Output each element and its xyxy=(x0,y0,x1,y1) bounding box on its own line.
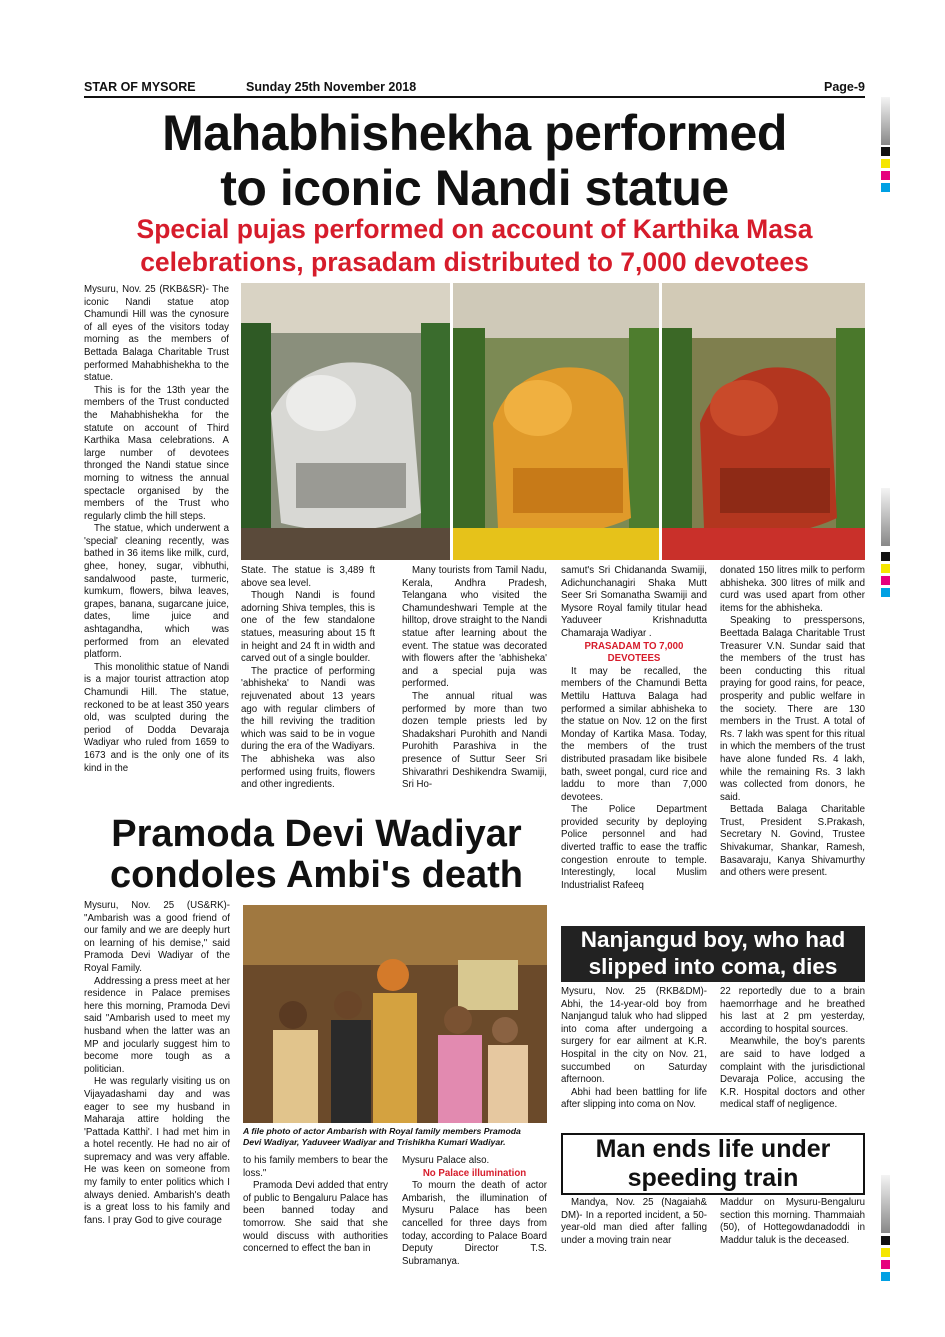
registration-color-marks-top xyxy=(881,147,890,195)
pramoda-column-1 xyxy=(84,900,230,1227)
registration-gray-bar-bottom xyxy=(881,1175,890,1233)
lead-col3-para-1: Many tourists from Tamil Nadu, Kerala, Andhra Pradesh, Telangana who visited the Chamundeshwari Temple at the hilltop, drove straight to the Nandi statue after learning about the event. The statue was decorated with flowers after the 'abhisheka' and a special puja was performed. xyxy=(402,565,547,690)
nandi-photo-white xyxy=(241,283,450,560)
nandi-photo-turmeric xyxy=(453,283,659,560)
lead-col1-para-4: This monolithic statue of Nandi is a major tourist attraction atop Chamundi Hill. The statue, reckoned to be at least 350 years old, was sculpted during the period of Dodda Devaraja Wadiyar who ruled from 1659 to 1673 and is the only one of its kind in the xyxy=(84,661,229,774)
lead-headline-line-2: to iconic Nandi statue xyxy=(220,160,729,216)
pramoda-headline-line-2: condoles Ambi's death xyxy=(109,854,524,896)
registration-color-marks-bottom xyxy=(881,1236,890,1284)
pramoda-col1-para-3: He was regularly visiting us on Vijayadashami day and was eager to see my husband in Maharaja attire holding the 'Pattada Katthi'. I had met him in a hotel recently. He had no air of supremacy and was very affable. He was keen on someone from my family to enter politics which I always denied. Ambarish's death is a great loss to his family and fans. I pray God to give courage xyxy=(84,1076,230,1226)
masthead-rule xyxy=(84,96,865,98)
lead-column-5 xyxy=(720,565,865,880)
issue-date: Sunday 25th November 2018 xyxy=(246,80,417,94)
lead-subhead-line-1: Special pujas performed on account of Karthika Masa xyxy=(136,214,813,244)
page-number: Page-9 xyxy=(824,80,865,94)
photo-caption-line-1: A file photo of actor Ambarish with Royal family members Pramoda xyxy=(243,1126,521,1136)
lead-headline-line-1: Mahabhishekha performed xyxy=(162,105,787,161)
lead-col3-para-2: The annual ritual was performed by more than two dozen temple priests led by Shadakshari Purohith and Nandi Purohith Parashiva in the presence of Suttur Seer Sri Shivarathri Deshikendra Swamiji, Sri Ho- xyxy=(402,690,547,791)
train-headline-line-1: Man ends life under xyxy=(595,1135,831,1163)
lead-column-1 xyxy=(84,284,229,775)
lead-col5-para-3: Bettada Balaga Charitable Trust, President S.Prakash, Secretary N. Govind, Trustee Shivakumar, Shankar, Ramesh, Basavaraju, Kanya Shivamurthy and others were present. xyxy=(720,804,865,879)
lead-col2-para-3: The practice of performing 'abhisheka' to Nandi was rejuvenated about 13 years ago with regular climbers of the hill reviving the tradition which was said to be in vogue during the era of the Wadiyars. The abhisheka was also performed using fruits, flowers and other ingredients. xyxy=(241,665,375,791)
nanjangud-col1-para-2: Abhi had been battling for life after slipping into coma on Nov. xyxy=(561,1086,707,1111)
train-headline-line-2: speeding train xyxy=(627,1164,799,1192)
lead-col4-para-2: It may be recalled, the members of the Chamundi Betta Mettilu Hattuva Balaga had performed a similar abhisheka to the statue on Nov. 12 on the first Monday of Kartika Masa. Today, the members of the trust distributed prasadam like bisibele bath, sweet pongal, curd rice and laddu to more than 7,000 devotees. xyxy=(561,665,707,803)
lead-col4-para-3: The Police Department provided security by deploying Police personnel and had diverted traffic to ease the traffic congestion enroute to temple. Interestingly, local Muslim Industrialist Rafeeq xyxy=(561,804,707,891)
lead-col4-para-1: samut's Sri Chidananda Swamiji, Adichunchanagiri Shaka Mutt Seer Sri Somanatha Swamiji and Mysore Royal family titular head Yaduveer Krishnadutta Chamaraja Wadiyar . xyxy=(561,565,707,639)
pramoda-col2-para-1: to his family members to bear the loss." xyxy=(243,1155,388,1179)
pramoda-headline-line-1: Pramoda Devi Wadiyar xyxy=(111,813,522,855)
lead-col1-para-1: Mysuru, Nov. 25 (RKB&SR)- The iconic Nandi statue atop Chamundi Hill was the cynosure of all eyes of the visitors today morning as the members of Bettada Balaga Charitable Trust performed Mahabhishekha to the statue. xyxy=(84,284,229,384)
nanjangud-col1-para-1: Mysuru, Nov. 25 (RKB&DM)- Abhi, the 14-year-old boy from Nanjangud taluk who had slipped into coma after undergoing a surgery for ear ailment at K.R. Hospital in the city on Nov. 21, succumbed on Saturday afternoon. xyxy=(561,986,707,1086)
lead-col2-para-2: Though Nandi is found adorning Shiva temples, this is one of the few standalone statues, measuring about 15 ft in height and 24 ft in width and carved out of a single boulder. xyxy=(241,590,375,665)
train-col2-para: Maddur on Mysuru-Bengaluru section this morning. Thammaiah (50), of Hottegowdanadoddi in Maddur taluk is the deceased. xyxy=(720,1197,865,1246)
train-column-1 xyxy=(561,1197,707,1247)
lead-column-3 xyxy=(402,565,547,792)
pramoda-col3-subhead: No Palace illumination xyxy=(422,1167,527,1179)
nanjangud-column-2 xyxy=(720,986,865,1112)
pramoda-col2-para-2: Pramoda Devi added that entry of public to Bengaluru Palace has been banned today and tomorrow. She said that she would discuss with authorities concerned to effect the ban in xyxy=(243,1180,388,1255)
registration-color-marks-mid xyxy=(881,552,890,600)
nanjangud-headline-line-1: Nanjangud boy, who had xyxy=(580,927,846,952)
lead-col1-para-3: The statue, which underwent a 'special' cleaning recently, was bathed in 36 items like milk, curd, ghee, honey, sugar, vibhuthi, sandalwood paste, turmeric, kumkum, flowers, bilwa leaves, grapes, banana, sugarcane juice, dates, lime juice and ashtagandha, which was performed from an elevated platform. xyxy=(84,523,229,661)
photo-caption-line-2: Devi Wadiyar, Yaduveer Wadiyar and Trishikha Kumari Wadiyar. xyxy=(243,1137,506,1147)
pramoda-column-2 xyxy=(243,1155,388,1256)
lead-col5-para-1: donated 150 litres milk to perform abhisheka. 300 litres of milk and curd was used apart from other items for the abhisheka. xyxy=(720,565,865,614)
lead-column-4 xyxy=(561,565,707,892)
pramoda-column-3 xyxy=(402,1155,547,1268)
pramoda-col1-para-2: Addressing a press meet at her residence in Palace premises here this morning, Pramoda Devi said "Ambarish used to meet my husband when the latter was an MP and jocularly suggest him to become more tough as a politician. xyxy=(84,975,230,1075)
train-col1-para: Mandya, Nov. 25 (Nagaiah& DM)- In a reported incident, a 50-year-old man died after falling under a moving train near xyxy=(561,1197,707,1246)
lead-col4-subhead-1: PRASADAM TO 7,000 xyxy=(584,640,684,652)
pramoda-col3-para-1: Mysuru Palace also. xyxy=(402,1155,490,1166)
pramoda-col1-para-1: Mysuru, Nov. 25 (US&RK)- "Ambarish was a good friend of our family and we are deeply hurt on learning of his demise," said Pramoda Devi Wadiyar of the Royal Family. xyxy=(84,900,230,974)
nanjangud-headline-box xyxy=(561,926,865,982)
lead-col4-subhead-2: DEVOTEES xyxy=(607,653,661,665)
registration-gray-bar-mid xyxy=(881,488,890,546)
registration-gray-bar-top xyxy=(881,97,890,145)
ambarish-royal-family-photo xyxy=(243,905,547,1123)
nanjangud-col2-para-2: Meanwhile, the boy's parents are said to have lodged a complaint with the jurisdictional Devaraja Police, accusing the K.R. Hospital doctors and other medical staff of negligence. xyxy=(720,1036,865,1111)
lead-col5-para-2: Speaking to presspersons, Beettada Balaga Charitable Trust Treasurer V.N. Sundar said that the members of the trust has been conducting this ritual praying for good rains, for peace, prosperity and public welfare in the society. There are 130 members in the Trust. A total of Rs. 7 lakh was spent for this ritual in which the members of the trust have alone funded Rs. 4 lakh, while the remaining Rs. 3 lakh was collected from donors, he said. xyxy=(720,615,865,803)
train-headline-box xyxy=(561,1133,865,1195)
masthead xyxy=(84,80,865,96)
lead-col2-para-1: State. The statue is 3,489 ft above sea level. xyxy=(241,565,375,589)
paper-name: STAR OF MYSORE xyxy=(84,80,196,94)
nanjangud-headline-line-2: slipped into coma, dies xyxy=(588,954,838,979)
lead-column-2 xyxy=(241,565,375,792)
pramoda-col3-para-2: To mourn the death of actor Ambarish, the illumination of Mysuru Palace has been cancelled for three days from today, according to Palace Board Deputy Director T.S. Subramanya. xyxy=(402,1180,547,1267)
train-column-2 xyxy=(720,1197,865,1247)
nanjangud-col2-para-1: 22 reportedly due to a brain haemorrhage and he breathed his last at 2 pm yesterday, according to hospital sources. xyxy=(720,986,865,1035)
lead-subhead-line-2: celebrations, prasadam distributed to 7,000 devotees xyxy=(140,247,809,277)
nandi-photo-kumkum xyxy=(662,283,865,560)
photo-caption xyxy=(243,1126,547,1148)
lead-col1-para-2: This is for the 13th year the members of the Trust conducted the Mahabhishekha for the statute on account of Third Karthika Masa celebrations. A large number of devotees thronged the Nandi statue since morning to witness the annual spectacle organised by the members of the Trust who regularly climb the hill steps. xyxy=(84,384,229,522)
nanjangud-column-1 xyxy=(561,986,707,1112)
